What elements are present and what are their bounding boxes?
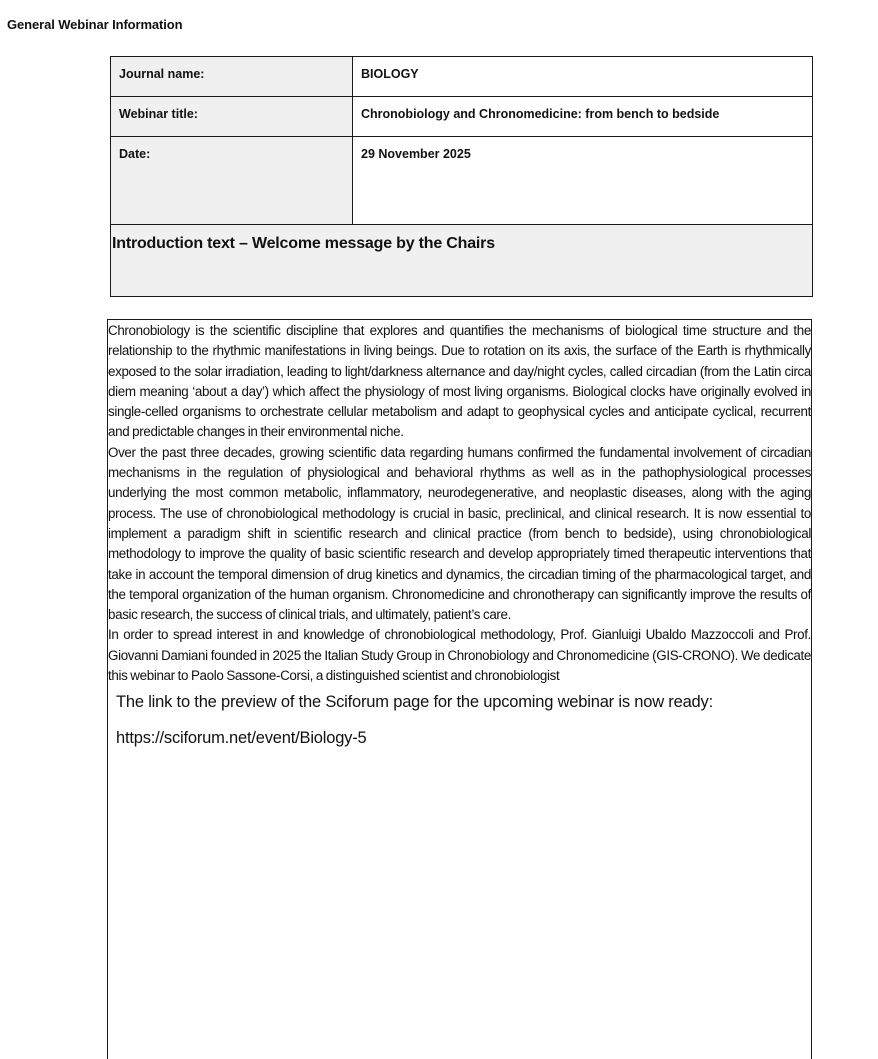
webinar-title-value: Chronobiology and Chronomedicine: from bench to bedside <box>353 97 813 137</box>
intro-paragraph: In order to spread interest in and knowledge of chronobiological methodology, Prof. Gianluigi Ubaldo Mazzoccoli and Prof. Giovanni Damiani founded in 2025 the Italian Study Group in Chronobiology and Chronomedicine (GIS-CRONO). We dedicate this webinar to Paolo Sassone-Corsi, a distinguished scientist and chronobiologist <box>108 627 811 684</box>
section-heading: General Webinar Information <box>7 17 183 32</box>
table-row-journal-name <box>111 57 813 97</box>
intro-paragraph: Over the past three decades, growing scientific data regarding humans confirmed the fundamental involvement of circadian mechanisms in the regulation of physiological and behavioral rhythms as well as in the pathophysiological processes underlying the most common metabolic, inflammatory, neurodegenerative, and neoplastic diseases, along with the aging process. The use of chronobiological methodology is crucial in basic, preclinical, and clinical research. It is now essential to implement a paradigm shift in scientific research and clinical practice (from bench to bedside), using chronobiological methodology to improve the quality of basic scientific research and develop appropriately timed therapeutic interventions that take in account the temporal dimension of drug kinetics and dynamics, the circadian timing of the pharmacological target, and the temporal organization of the human organism. Chronomedicine and chronotherapy can significantly improve the results of basic research, the success of clinical trials, and ultimately, patient’s care. <box>108 444 811 623</box>
preview-link[interactable]: https://sciforum.net/event/Biology-5 <box>116 729 367 748</box>
introduction-text <box>108 321 811 686</box>
journal-name-label: Journal name: <box>111 57 353 97</box>
table-row-webinar-title <box>111 97 813 137</box>
intro-heading: Introduction text – Welcome message by the Chairs <box>111 225 813 297</box>
table-row-date <box>111 137 813 225</box>
date-value: 29 November 2025 <box>353 137 813 225</box>
introduction-text-box <box>107 319 812 1059</box>
intro-paragraph: Chronobiology is the scientific discipline that explores and quantifies the mechanisms of biological time structure and the relationship to the rhythmic manifestations in living beings. Due to rotation on its axis, the surface of the Earth is rhythmically exposed to the solar irradiation, leading to light/darkness alternance and day/night cycles, called circadian (from the Latin circa diem meaning ‘about a day’) which affect the physiology of most living organisms. Biological clocks have originally evolved in single-celled organisms to orchestrate cellular metabolism and adapt to geophysical cycles and anticipate cyclical, recurrent and predictable changes in their environmental niche. <box>108 323 811 440</box>
preview-link-block <box>116 692 811 748</box>
journal-name-value: BIOLOGY <box>353 57 813 97</box>
table-row-intro-heading <box>111 225 813 297</box>
webinar-info-table <box>110 56 813 297</box>
webinar-title-label: Webinar title: <box>111 97 353 137</box>
date-label: Date: <box>111 137 353 225</box>
preview-notice: The link to the preview of the Sciforum page for the upcoming webinar is now ready: <box>116 693 713 712</box>
